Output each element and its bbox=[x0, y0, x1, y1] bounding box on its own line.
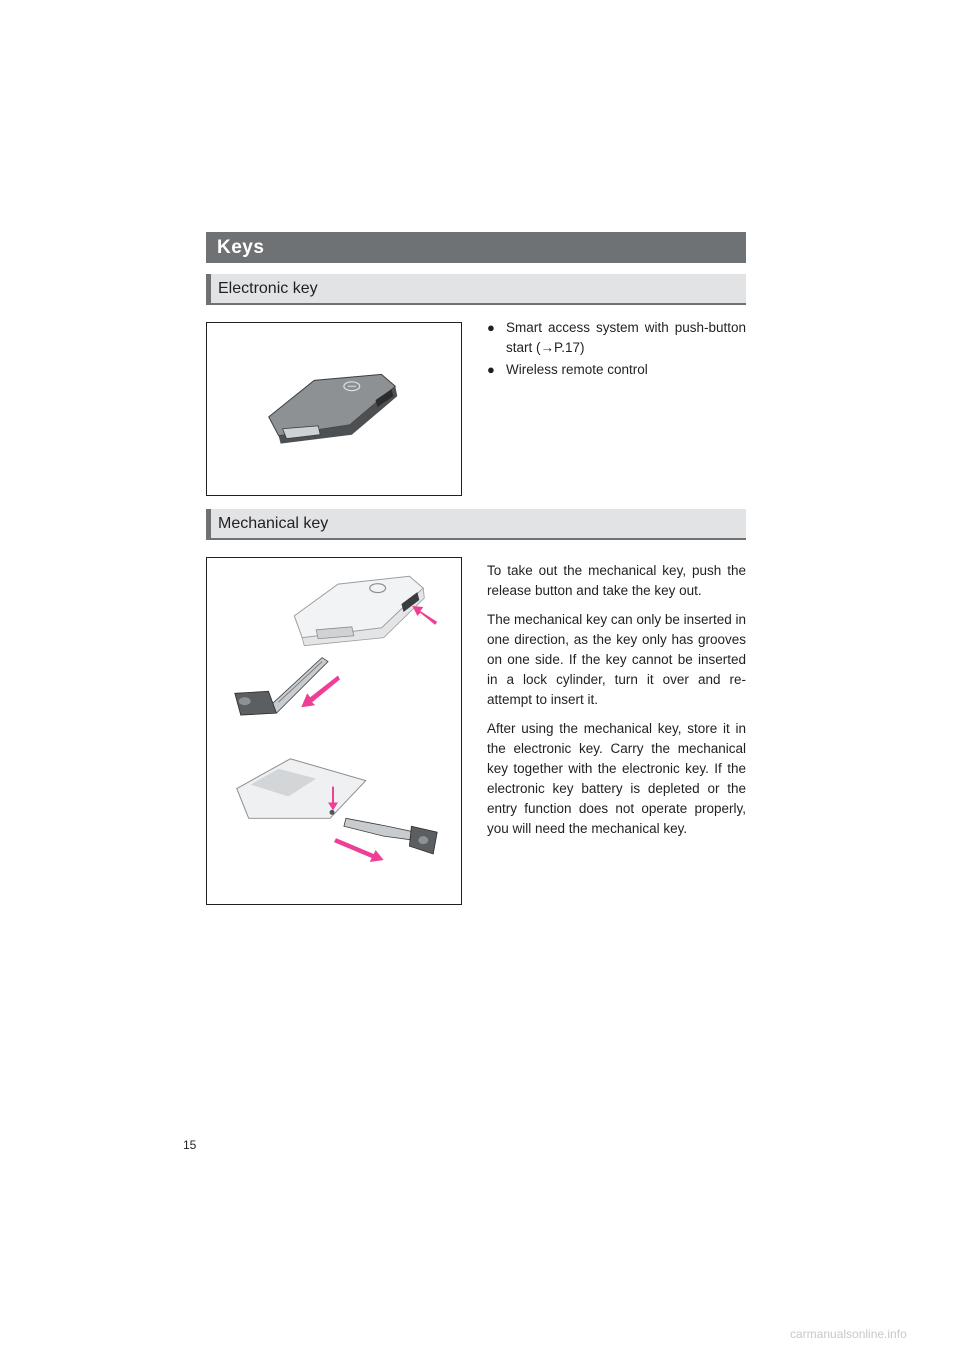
electronic-key-illustration bbox=[207, 323, 461, 495]
bullet-item bbox=[487, 360, 746, 380]
insert-arrow bbox=[334, 838, 384, 862]
page-number: 15 bbox=[183, 1138, 197, 1152]
mechanical-key-figure bbox=[206, 557, 462, 905]
mechanical-key-heading-bar bbox=[206, 509, 746, 540]
electronic-key-figure bbox=[206, 322, 462, 496]
electronic-key-heading-bar bbox=[206, 274, 746, 305]
bullet-text: Smart access system with push-button start (→P.17) bbox=[506, 320, 746, 355]
electronic-key-heading: Electronic key bbox=[218, 280, 318, 297]
section-title: Keys bbox=[217, 237, 265, 258]
bullet-icon: ● bbox=[487, 362, 495, 377]
section-title-bar bbox=[206, 232, 746, 263]
mechanical-key-description bbox=[487, 561, 746, 848]
bullet-icon: ● bbox=[487, 320, 495, 335]
paragraph: The mechanical key can only be inserted in one direction, as the key only has grooves on one side. If the key cannot be inserted in a lock cylinder, turn it over and re-attempt to insert it. bbox=[487, 612, 746, 707]
watermark-link[interactable]: carmanualsonline.info bbox=[790, 1327, 907, 1341]
paragraph: To take out the mechanical key, push the release button and take the key out. bbox=[487, 563, 746, 598]
mechanical-key-illustration bbox=[207, 558, 461, 904]
release-arrow bbox=[412, 606, 437, 625]
paragraph: After using the mechanical key, store it in the electronic key. Carry the mechanical key together with the electronic key. If the electronic key battery is depleted or the entry function does not operate properly, you will need the mechanical key. bbox=[487, 721, 746, 836]
mechanical-key-heading: Mechanical key bbox=[218, 515, 329, 532]
electronic-key-bullets bbox=[487, 318, 746, 382]
bullet-text: Wireless remote control bbox=[506, 362, 648, 377]
bullet-item bbox=[487, 318, 746, 358]
